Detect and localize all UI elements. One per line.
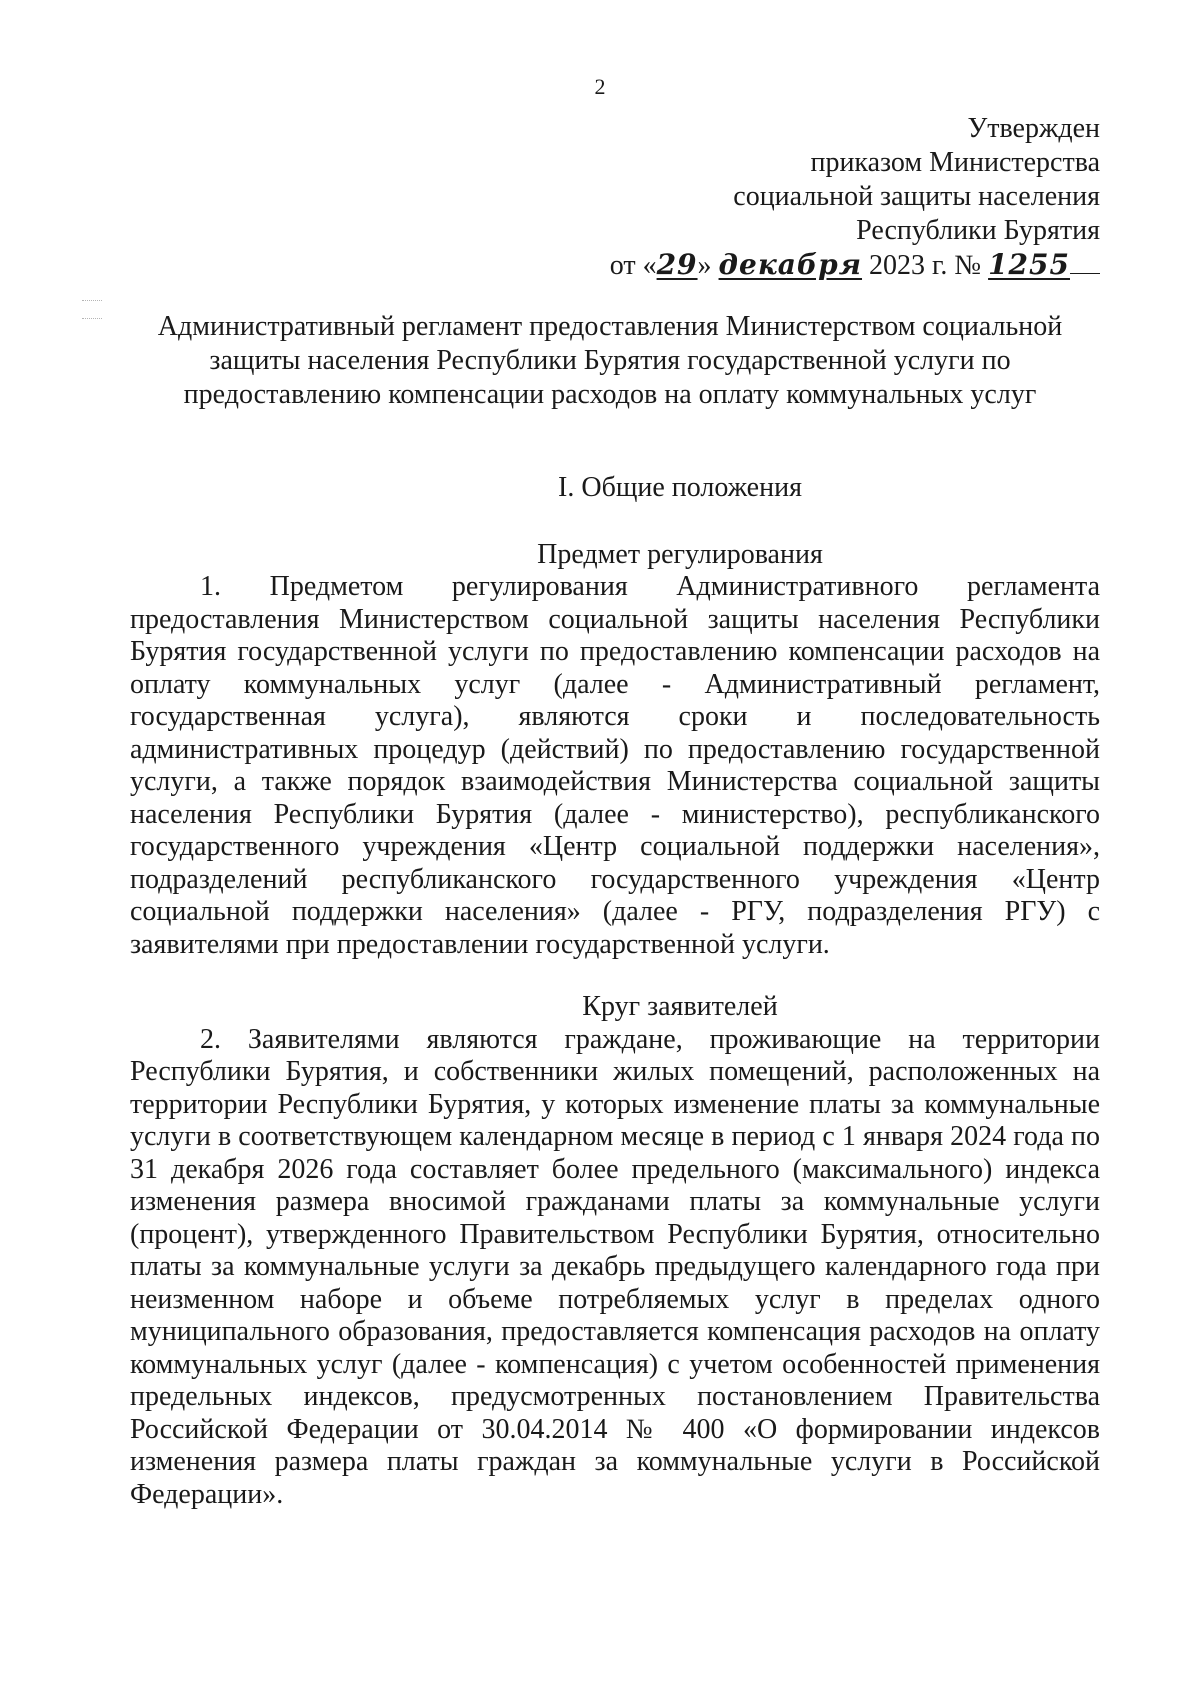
approval-line-approved: Утвержден xyxy=(967,113,1100,144)
approval-line-order: приказом Министерства xyxy=(810,147,1100,178)
handwritten-order-number: 1255 xyxy=(988,248,1070,281)
scan-artifact xyxy=(82,300,102,303)
handwritten-month: декабря xyxy=(718,248,863,281)
approval-line-republic: Республики Бурятия xyxy=(856,215,1100,246)
approval-block xyxy=(610,112,1100,283)
approval-line-ministry: социальной защиты населения xyxy=(733,181,1100,212)
date-prefix: от « xyxy=(609,250,657,281)
paragraph-2: 2. Заявителями являются граждане, проживающие на территории Республики Бурятия, и собственники жилых помещений, расположенных на территории Республики Бурятия, у которых изменение платы за коммунальные услуги в соответствующем календарном месяце в период с 1 января 2024 года по 31 декабря 2026 года составляет более предельного (максимального) индекса изменения размера вносимой гражданами платы за коммунальные услуги (процент), утвержденного Правительством Республики Бурятия, относительно платы за коммунальные услуги за декабрь предыдущего календарного года при неизменном наборе и объеме потребляемых услуг в пределах одного муниципального образования, предоставляется компенсация расходов на оплату коммунальных услуг (далее - компенсация) с учетом особенностей применения предельных индексов, предусмотренных постановлением Правительства Российской Федерации от 30.04.2014 № 400 «О формировании индексов изменения размера платы граждан за коммунальные услуги в Российской Федерации». xyxy=(130,1023,1100,1510)
page-number: 2 xyxy=(594,74,606,99)
document-body xyxy=(130,472,1100,1511)
document-title: Административный регламент предоставления Министерством социальной защиты населения Республики Бурятия государственной услуги по предоставлению компенсации расходов на оплату коммунальных услуг xyxy=(157,311,1063,410)
handwritten-day: 29 xyxy=(656,248,698,281)
subsection-heading-subject: Предмет регулирования xyxy=(537,538,823,570)
date-year-text: 2023 г. № xyxy=(862,250,989,281)
paragraph-1: 1. Предметом регулирования Административного регламента предоставления Министерством социальной защиты населения Республики Бурятия государственной услуги по предоставлению компенсации расходов на оплату коммунальных услуг (далее - Административный регламент, государственная услуга), являются сроки и последовательность административных процедур (действий) по предоставлению государственной услуги, а также порядок взаимодействия Министерства социальной защиты населения Республики Бурятия (далее - министерство), республиканского государственного учреждения «Центр социальной поддержки населения», подразделений республиканского государственного учреждения «Центр социальной поддержки населения» (далее - РГУ, подразделения РГУ) с заявителями при предоставлении государственной услуги. xyxy=(130,571,1100,960)
subsection-heading-applicants: Круг заявителей xyxy=(582,991,778,1022)
date-mid: » xyxy=(697,250,719,281)
scan-artifact xyxy=(82,318,102,321)
section-heading: I. Общие положения xyxy=(558,472,802,503)
order-number-underline xyxy=(1070,253,1100,274)
approval-date-line xyxy=(610,248,1100,283)
